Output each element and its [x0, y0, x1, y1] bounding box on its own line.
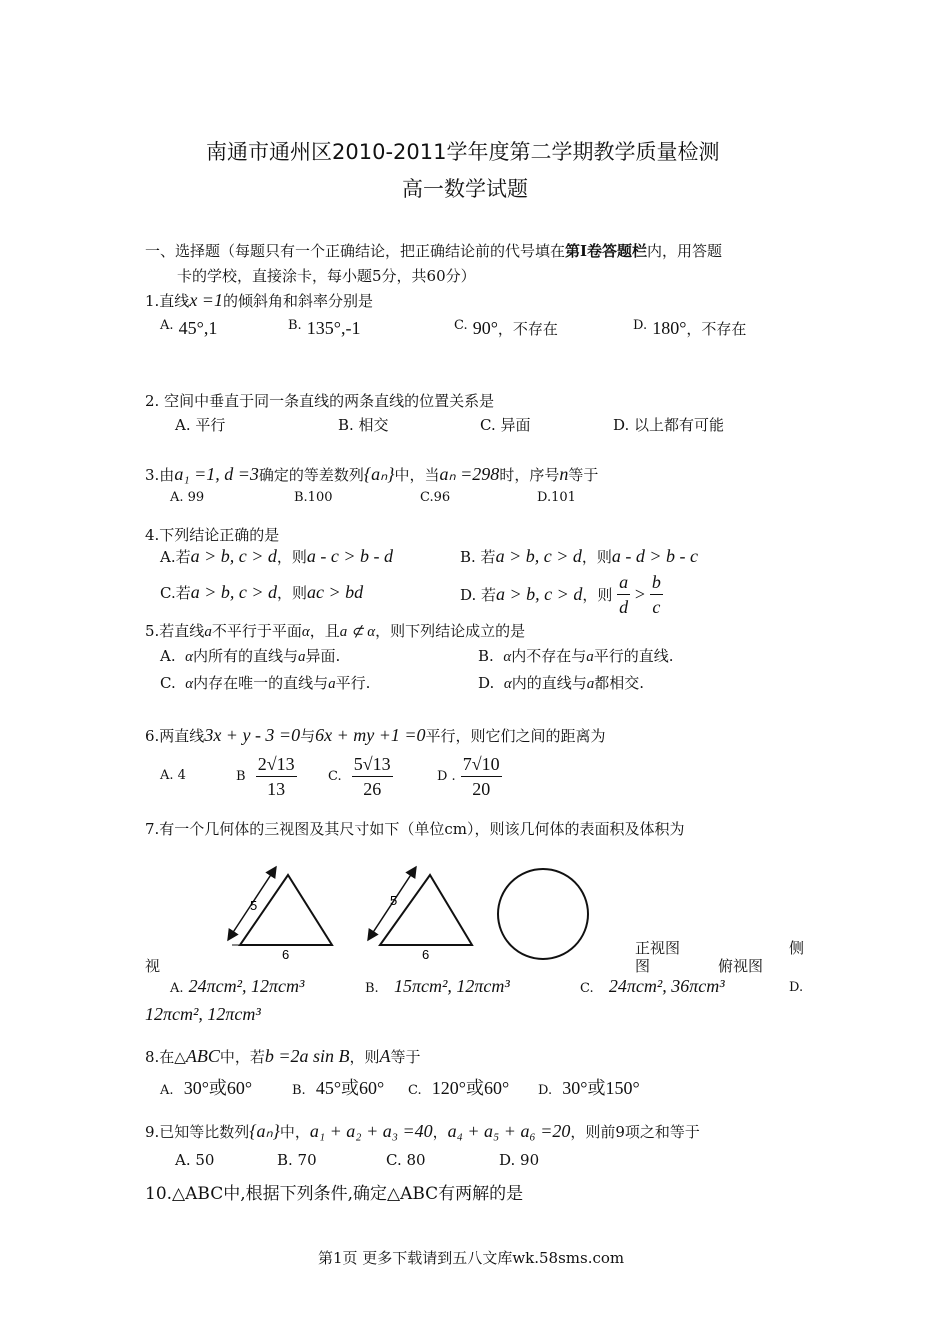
q9-option-b: B. 70: [277, 1151, 317, 1169]
page-footer: 第1页 更多下载请到五八文库wk.58sms.com: [318, 1249, 625, 1267]
section-instructions-line1: 一、选择题（每题只有一个正确结论，把正确结论前的代号填在第Ⅰ卷答题栏内，用答题: [145, 242, 723, 260]
q2-option-c: C. 异面: [480, 416, 531, 434]
q9-stem: 9.已知等比数列{aₙ}中，a₁ + a₂ + a₃ =40，a₄ + a₅ + a₆ =20，则前9项之和等于: [145, 1121, 700, 1141]
q4-option-b: B. 若a > b, c > d，则a - d > b - c: [460, 546, 698, 566]
q9-option-a: A. 50: [175, 1151, 215, 1169]
q9-option-d: D. 90: [499, 1151, 540, 1169]
q5-option-a: A. α内所有的直线与a异面.: [160, 647, 341, 665]
q5-option-d: D. α内的直线与a都相交.: [478, 674, 644, 692]
section-instructions-line2: 卡的学校，直接涂卡，每小题5分，共60分）: [177, 267, 476, 285]
q4-option-c: C.若a > b, c > d，则ac > bd: [160, 582, 364, 602]
q3-option-b: B.100: [294, 490, 333, 505]
q3-option-c: C.96: [420, 490, 451, 505]
q2-option-a: A. 平行: [175, 416, 226, 434]
side-slant-dim: 5: [390, 893, 398, 908]
side-view-label-a: 侧: [789, 939, 805, 957]
q6-option-a: A. 4: [160, 768, 186, 783]
three-views-figure: [210, 855, 630, 965]
q4-d-fraction-1: $\frac{a}{d}$: [619, 572, 629, 617]
q7-option-d: 12πcm², 12πcm³: [145, 1004, 261, 1024]
q1-option-d: $^{D.}$ 180°，不存在: [633, 318, 747, 338]
q3-option-d: D.101: [537, 490, 576, 505]
q8-option-c: C. 120°或60°: [408, 1078, 510, 1098]
front-view-label: 正视图: [635, 939, 681, 957]
q5-option-c: C. α内存在唯一的直线与a平行.: [160, 674, 371, 692]
q4-option-d: D. 若a > b, c > d，则 $\frac{a}{d}$ > $\frac{b}{c}$: [460, 572, 661, 617]
front-view-triangle: [228, 867, 332, 962]
q8-option-d: D. 30°或150°: [538, 1078, 640, 1098]
q10-stem: 10.△ABC中,根据下列条件,确定△ABC有两解的是: [145, 1184, 524, 1204]
q9-option-c: C. 80: [386, 1151, 426, 1169]
q7-stem: 7.有一个几何体的三视图及其尺寸如下（单位cm），则该几何体的表面积及体积为: [145, 820, 685, 838]
q6-option-c: C. $\frac{5√13}{26}$: [328, 754, 391, 799]
front-slant-dim: 5: [250, 898, 258, 913]
q6-option-d: D . $\frac{7√10}{20}$: [437, 754, 500, 799]
side-view-triangle: [368, 867, 472, 962]
front-base-dim: 6: [282, 947, 290, 962]
q1-option-c: $^{C.}$ 90°，不存在: [454, 318, 558, 338]
side-base-dim: 6: [422, 947, 430, 962]
q5-option-b: B. α内不存在与a平行的直线.: [478, 647, 674, 665]
page-title: 南通市通州区2010-2011学年度第二学期教学质量检测: [206, 140, 720, 164]
q7-option-d-label: D.: [789, 980, 804, 995]
q4-option-a: A.若a > b, c > d，则a - c > b - d: [160, 546, 394, 566]
q6-stem: 6.两直线3x + y - 3 =0与6x + my +1 =0平行，则它们之间的距离为: [145, 725, 606, 745]
q7-option-a: A. 24πcm², 12πcm³: [170, 976, 305, 996]
q3-stem: 3.由a₁ =1, d =3确定的等差数列{aₙ}中，当aₙ =298时，序号n等于: [145, 464, 599, 484]
q1-option-a: $^{A.}$ 45°,1: [160, 318, 218, 338]
top-view-circle: [498, 869, 588, 959]
q4-d-fraction-2: $\frac{b}{c}$: [651, 572, 661, 617]
q8-option-a: A. 30°或60°: [160, 1078, 253, 1098]
q5-stem: 5.若直线a不平行于平面α，且a ⊄ α，则下列结论成立的是: [145, 622, 526, 640]
q3-option-a: A. 99: [170, 490, 205, 505]
q1-option-b: $^{B.}$ 135°,-1: [288, 318, 361, 338]
q6-option-b: B $\frac{2√13}{13}$: [236, 754, 295, 799]
side-view-label-b: 视: [145, 957, 161, 975]
q8-option-b: B. 45°或60°: [292, 1078, 385, 1098]
q2-option-d: D. 以上都有可能: [613, 416, 725, 434]
page-subtitle: 高一数学试题: [402, 177, 528, 201]
q2-stem: 2. 空间中垂直于同一条直线的两条直线的位置关系是: [145, 392, 495, 410]
q1-stem: 1.直线x =1的倾斜角和斜率分别是: [145, 290, 373, 310]
q7-option-c: C. 24πcm², 36πcm³: [580, 976, 725, 996]
q4-stem: 4.下列结论正确的是: [145, 526, 280, 544]
q8-stem: 8.在△ABC中，若b =2a sin B，则A等于: [145, 1046, 421, 1066]
q2-option-b: B. 相交: [338, 416, 389, 434]
side-view-label-c: 图: [635, 957, 651, 975]
q7-option-b: B. 15πcm², 12πcm³: [365, 976, 510, 996]
top-view-label: 俯视图: [718, 957, 764, 975]
